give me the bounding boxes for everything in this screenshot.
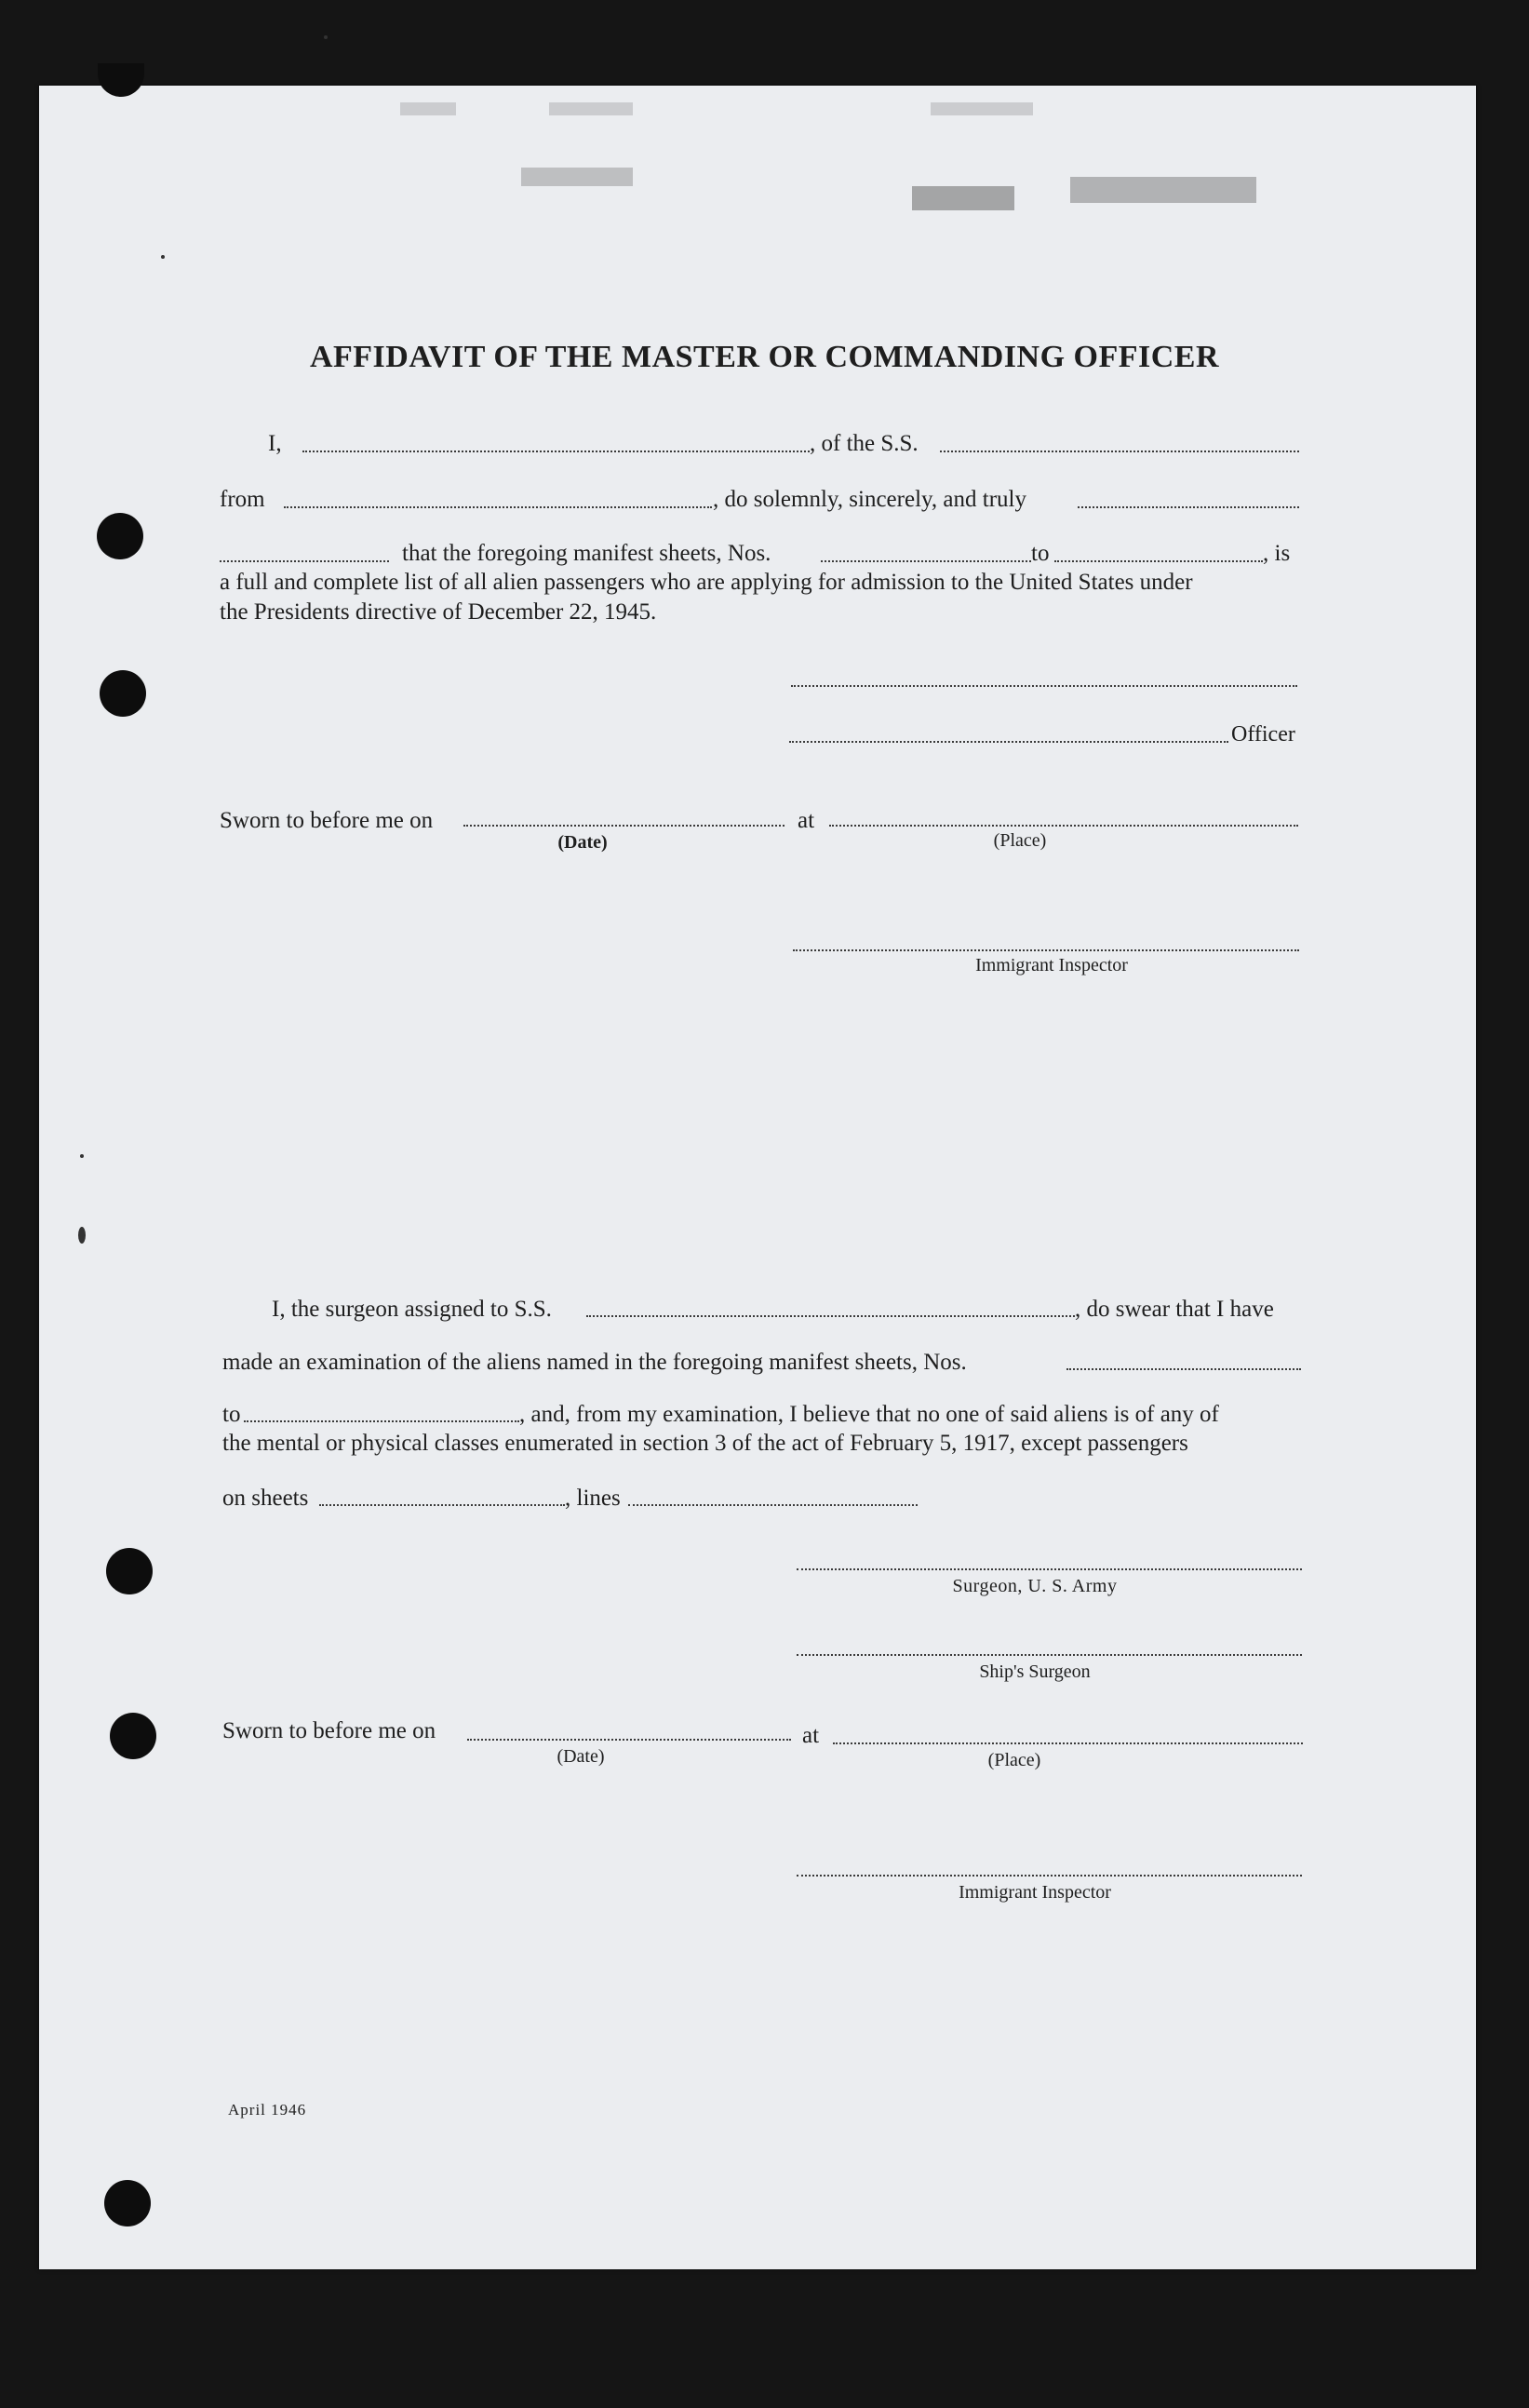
label-is: , is	[1263, 541, 1291, 566]
master-statement-line: a full and complete list of all alien passengers who are applying for admission to the United States under	[220, 570, 1193, 595]
label-from: from	[220, 487, 265, 512]
faded-stamp	[521, 168, 633, 186]
inspector-signature-line[interactable]	[793, 949, 1299, 951]
surgeon-sheets-to-field[interactable]	[244, 1420, 519, 1422]
officer-label: Officer	[1231, 722, 1295, 747]
inspector-signature-line[interactable]	[797, 1875, 1302, 1877]
officer-signature-line[interactable]	[789, 741, 1228, 743]
exception-lines-field[interactable]	[628, 1504, 918, 1506]
surgeon-line: , and, from my examination, I believe that no one of said aliens is of any of	[519, 1402, 1219, 1427]
surgeon-line: I, the surgeon assigned to S.S.	[272, 1297, 552, 1322]
label-lines: , lines	[565, 1486, 621, 1511]
label-at: at	[798, 808, 815, 833]
speck	[161, 255, 165, 259]
army-surgeon-signature-line[interactable]	[797, 1568, 1302, 1570]
inspector-caption: Immigrant Inspector	[975, 955, 1128, 975]
label-to: to	[222, 1402, 241, 1427]
ship-name-field[interactable]	[940, 451, 1299, 452]
surgeon-sheets-from-field[interactable]	[1066, 1368, 1301, 1370]
faded-stamp	[1070, 177, 1256, 203]
document-page	[39, 86, 1476, 2269]
surgeon-line: made an examination of the aliens named in the foregoing manifest sheets, Nos.	[222, 1350, 967, 1375]
sworn-label: Sworn to before me on	[222, 1718, 436, 1743]
form-revision-date: April 1946	[228, 2101, 307, 2119]
punch-hole	[97, 513, 143, 559]
oath-type-field[interactable]	[1078, 506, 1299, 508]
sworn-date-field[interactable]	[463, 825, 785, 827]
inspector-caption: Immigrant Inspector	[959, 1882, 1111, 1903]
label-of-the-ss: , of the S.S.	[810, 431, 919, 456]
place-caption: (Place)	[993, 830, 1047, 851]
punch-hole	[100, 670, 146, 717]
faded-stamp	[931, 102, 1033, 115]
punch-hole	[106, 1548, 153, 1594]
officer-signature-line[interactable]	[791, 685, 1297, 687]
punch-hole	[110, 1713, 156, 1759]
speck	[80, 1154, 84, 1158]
army-surgeon-caption: Surgeon, U. S. Army	[952, 1576, 1118, 1596]
surgeon-ship-field[interactable]	[586, 1315, 1075, 1317]
master-name-field[interactable]	[302, 451, 810, 452]
place-caption: (Place)	[987, 1750, 1041, 1770]
sworn-place-field[interactable]	[829, 825, 1298, 827]
punch-hole	[104, 2180, 151, 2226]
form-title: AFFIDAVIT OF THE MASTER OR COMMANDING OFFICER	[309, 340, 1220, 374]
speck	[78, 1227, 86, 1244]
label-at: at	[802, 1723, 820, 1748]
faded-stamp	[912, 186, 1014, 210]
oath-verb-field[interactable]	[220, 560, 389, 562]
faded-stamp	[549, 102, 633, 115]
port-from-field[interactable]	[284, 506, 712, 508]
sworn-place-field[interactable]	[833, 1742, 1303, 1744]
label-manifest-sheets: that the foregoing manifest sheets, Nos.	[402, 541, 771, 566]
date-caption: (Date)	[557, 832, 608, 853]
exception-sheets-field[interactable]	[319, 1504, 565, 1506]
ship-surgeon-signature-line[interactable]	[797, 1654, 1302, 1656]
sheets-to-field[interactable]	[1054, 560, 1263, 562]
label-solemnly: , do solemnly, sincerely, and truly	[713, 487, 1026, 512]
sworn-label: Sworn to before me on	[220, 808, 434, 833]
sworn-date-field[interactable]	[467, 1739, 791, 1741]
sheets-from-field[interactable]	[821, 560, 1031, 562]
label-to: to	[1031, 541, 1050, 566]
label-i: I,	[268, 431, 282, 456]
master-statement-line: the Presidents directive of December 22, 1945.	[220, 599, 657, 625]
label-on-sheets: on sheets	[222, 1486, 309, 1511]
ship-surgeon-caption: Ship's Surgeon	[979, 1661, 1091, 1682]
date-caption: (Date)	[557, 1746, 605, 1767]
speck	[324, 35, 328, 39]
faded-stamp	[400, 102, 456, 115]
surgeon-line: , do swear that I have	[1075, 1297, 1274, 1322]
surgeon-line: the mental or physical classes enumerated in section 3 of the act of February 5, 1917, except passengers	[222, 1431, 1188, 1456]
